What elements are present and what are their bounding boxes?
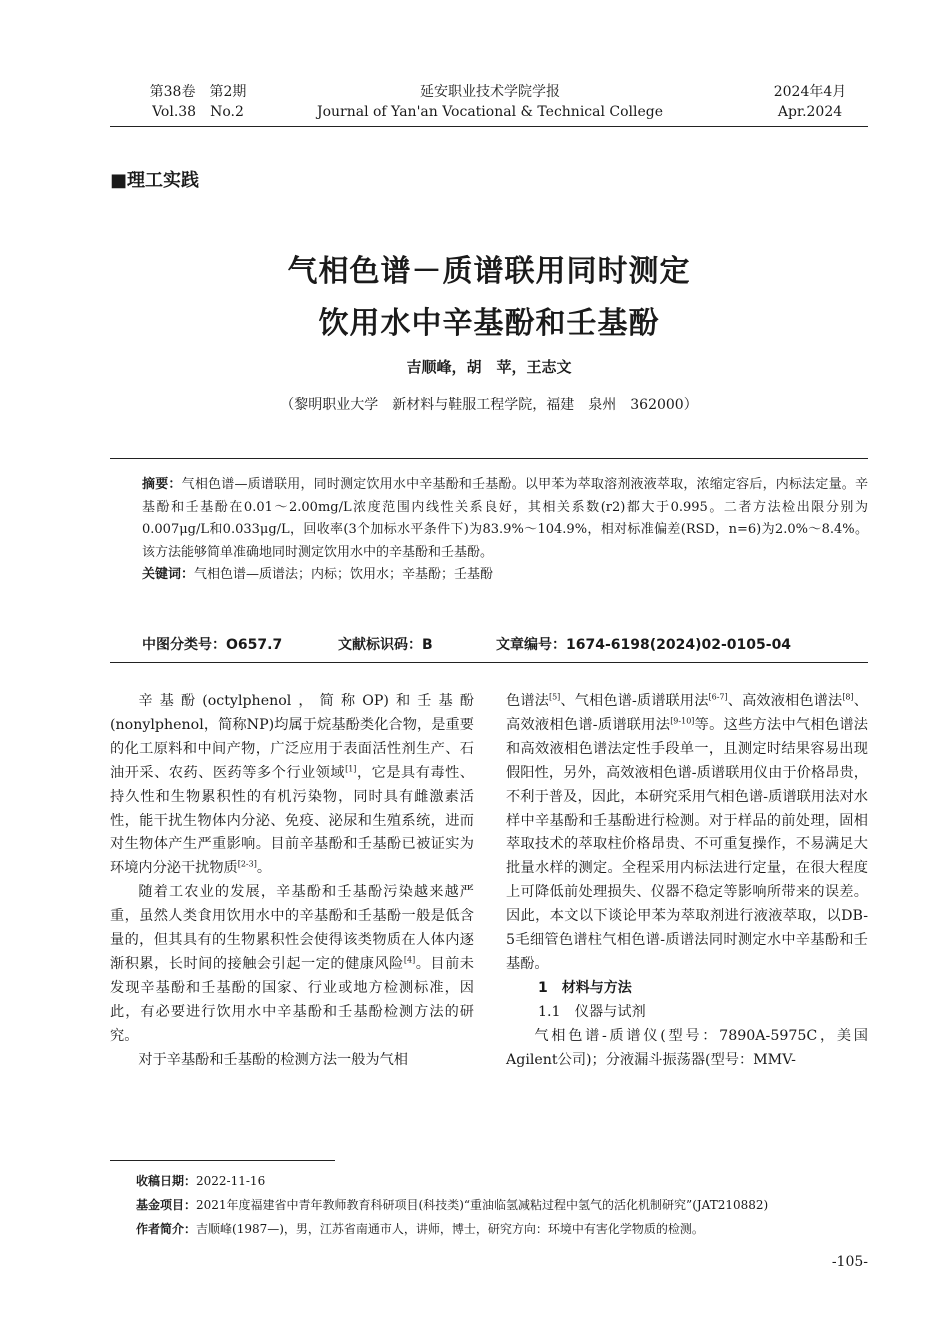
r1-text-c: 、高效液相色谱法 (727, 693, 843, 709)
received-date: 2022-11-16 (196, 1174, 266, 1188)
article-title (110, 246, 868, 350)
body-paragraph-1 (110, 690, 474, 881)
clc-number: 中图分类号：O657.7 (142, 637, 283, 653)
date-cn: 2024年4月 (773, 84, 847, 100)
abstract-bottom-rule (110, 662, 868, 663)
footnote-fund (136, 1194, 868, 1216)
body-paragraph-5: 气相色谱-质谱仪(型号：7890A-5975C，美国Agilent公司)；分液漏斗振荡器(型号：MMV- (506, 1027, 868, 1068)
section-heading-1-1: 1.1 仪器与试剂 (538, 1003, 646, 1020)
p2-text-b: 。目前未发现辛基酚和壬基酚的国家、行业或地方检测标准，因此，有必要进行饮用水中辛基酚和壬基酚检测方法的研究。 (110, 955, 474, 1044)
volume-en: Vol.38 No.2 (152, 104, 244, 120)
p2-text-a: 随着工农业的发展，辛基酚和壬基酚污染越来越严重，虽然人类食用饮用水中的辛基酚和壬基酚一般是低含量的，但其具有的生物累积性会使得该类物质在人体内逐渐积累，长时间的接触会引起一定的健康风险 (110, 884, 474, 972)
fund-text: 2021年度福建省中青年教师教育科研项目(科技类)“重油临氢减粘过程中氢气的活化机制研究”(JAT210882) (196, 1198, 769, 1212)
article-number: 文章编号：1674-6198(2024)02-0105-04 (496, 637, 792, 653)
body-paragraph-4 (506, 690, 868, 977)
author-label: 作者简介： (136, 1222, 197, 1236)
keywords-label: 关键词： (142, 567, 195, 582)
affiliation: （黎明职业大学 新材料与鞋服工程学院，福建 泉州 362000） (280, 397, 698, 413)
authors: 吉顺峰，胡 苹，王志文 (406, 358, 572, 376)
r1-text-a: 色谱法 (506, 693, 549, 709)
fund-label: 基金项目： (136, 1198, 197, 1212)
title-line-2: 饮用水中辛基酚和壬基酚 (318, 306, 660, 341)
p1-text-a: 辛基酚(octylphenol，简称OP)和壬基酚(nonylphenol，简称NP)均属于烷基酚类化合物，是重要的化工原料和中间产物，广泛应用于表面活性剂生产、石油开采、农药、医药等多个行业领域 (110, 693, 474, 781)
header-rule (110, 126, 868, 127)
r1-text-e: 等。这些方法中气相色谱法和高效液相色谱法定性手段单一，且测定时结果容易出现假阳性，另外，高效液相色谱-质谱联用仪由于价格昂贵，不利于普及，因此，本研究采用气相色谱-质谱联用法对水样中辛基酚和壬基酚进行检测。对于样品的前处理，固相萃取技术的萃取柱价格昂贵、不可重复操作，不易满足大批量水样的测定。全程采用内标法进行定量，在很大程度上可降低前处理损失、仪器不稳定等影响所带来的误差。因此，本文以下谈论甲苯为萃取剂进行液液萃取，以DB-5毛细管色谱柱气相色谱-质谱法同时测定水中辛基酚和壬基酚。 (506, 716, 868, 972)
page-number: -105- (831, 1254, 868, 1270)
doc-code: 文献标识码：B (338, 637, 433, 653)
citation-1: [1] (345, 763, 357, 773)
citation-6-7: [6-7] (708, 692, 728, 702)
abstract (110, 474, 868, 564)
header-date (740, 82, 880, 122)
keywords-text: 气相色谱—质谱法；内标；饮用水；辛基酚；壬基酚 (194, 567, 494, 582)
footnote-received (136, 1170, 868, 1192)
date-en: Apr.2024 (777, 104, 843, 120)
p1-text-b: ，它是具有毒性、持久性和生物累积性的有机污染物，同时具有雌激素活性，能干扰生物体内分泌、免疫、泌尿和生殖系统，进而对生物体产生严重影响。目前辛基酚和壬基酚已被证实为环境内分泌干扰物质 (110, 764, 474, 877)
citation-2-3: [2-3] (237, 859, 257, 869)
body-paragraph-3: 对于辛基酚和壬基酚的检测方法一般为气相 (138, 1051, 408, 1068)
author-text: 吉顺峰(1987—)，男，江苏省南通市人，讲师，博士，研究方向：环境中有害化学物质的检测。 (196, 1222, 704, 1236)
title-line-1: 气相色谱－质谱联用同时测定 (287, 254, 691, 289)
citation-4: [4] (403, 955, 416, 965)
abstract-top-rule (110, 458, 868, 459)
section-label: ■理工实践 (110, 170, 200, 191)
journal-en: Journal of Yan'an Vocational & Technical College (316, 104, 664, 120)
header-journal (290, 82, 690, 122)
body-left-column (110, 690, 474, 1073)
body-paragraph-2 (110, 881, 474, 1048)
abstract-block (110, 474, 868, 587)
citation-8: [8] (842, 692, 854, 702)
abstract-text: 气相色谱—质谱联用，同时测定饮用水中辛基酚和壬基酚。以甲苯为萃取溶剂液液萃取，浓缩定容后，内标法定量。辛基酚和壬基酚在0.01～2.00mg/L浓度范围内线性关系良好，其相关系数(r2)都大于0.995。二者方法检出限分别为0.007μg/L和0.033μg/L，回收率(3个加标水平条件下)为83.9%～104.9%，相对标准偏差(RSD，n=6)为2.0%～8.4%。该方法能够简单准确地同时测定饮用水中的辛基酚和壬基酚。 (142, 477, 868, 560)
r1-text-d: 、高效液相色谱-质谱联用法 (506, 693, 868, 733)
volume-cn: 第38卷 第2期 (149, 84, 247, 100)
section-heading-1: 1 材料与方法 (538, 979, 632, 996)
footnote-rule (110, 1160, 335, 1161)
received-label: 收稿日期： (136, 1174, 197, 1188)
body-right-column (506, 690, 868, 1073)
citation-5: [5] (548, 692, 561, 702)
citation-9-10: [9-10] (670, 716, 695, 726)
journal-cn: 延安职业技术学院学报 (420, 84, 560, 100)
abstract-label: 摘要： (142, 477, 182, 492)
header-volume (128, 82, 268, 122)
footnote-author (136, 1218, 868, 1240)
r1-text-b: 、气相色谱-质谱联用法 (560, 693, 709, 709)
keywords (110, 564, 868, 587)
p1-text-c: 。 (256, 860, 272, 877)
